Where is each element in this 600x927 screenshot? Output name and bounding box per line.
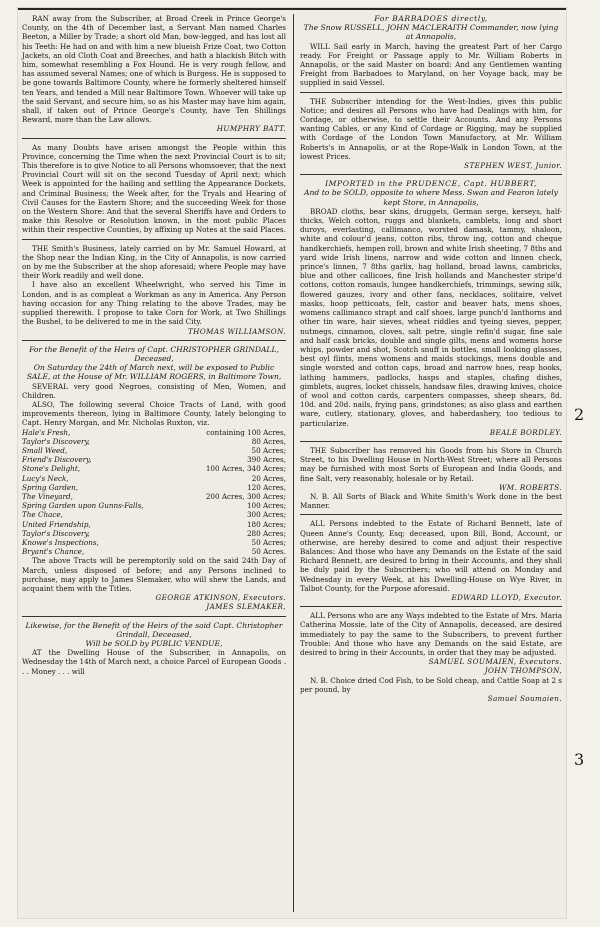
land-tract-row xyxy=(22,501,286,510)
smith-business-ad xyxy=(22,244,286,336)
ad-text: THE Subscriber intending for the West-Indies, gives this public Notice; and desires all Persons who have had Dealings with him, for Cordage, or otherwise, to settle their Accounts. And any Persons wanting Cables, or any Kind of Cordage or Rigging, may be supplied with Cordage of the London Town Manufactory, at Mr. William Roberts's in Annapolis, or at the Rope-Walk in London Town, at the lowest Prices. xyxy=(300,96,562,161)
land-tract-row xyxy=(22,437,286,446)
ad-text: ALSO, The following several Choice Tracts of Land, with good improvements thereon, lying in Baltimore County, lately belonging to Capt. Henry Morgan, and Mr. Nicholas Ruxton, viz. xyxy=(22,399,286,428)
tract-acres: 50 Acres; xyxy=(251,537,286,547)
tract-name: Stone's Delight, xyxy=(22,464,80,474)
bennett-estate-notice xyxy=(300,519,562,602)
tract-name: Taylor's Discovery, xyxy=(22,528,90,538)
public-vendue-ad xyxy=(22,621,286,676)
tract-name: Taylor's Discovery, xyxy=(22,436,90,446)
tract-name: Bryant's Chance, xyxy=(22,547,85,557)
tract-name: Small Weed, xyxy=(22,445,68,455)
divider xyxy=(22,239,286,240)
grindall-heirs-sale-ad xyxy=(22,345,286,612)
ad-text: WILL Sail early in March, having the greatest Part of her Cargo ready. For Freight or Passage apply to Mr. William Roberts in Annapolis, or the said Master on board: And any Gentlemen wanting Freight from Barbadoes to Maryland, on her Voyage back, may be supplied in said Vessel. xyxy=(300,41,562,88)
ad-text: ALL Persons who are any Ways indebted to the Estate of Mrs. Maria Catherina Mossie, late of the City of Annapolis, deceased, are desired immediately to pay the same to the Subscribers, to prevent further Trouble: And those who have any Demands on the said Estate, are desired to bring in their Accounts, in order that they may be adjusted. xyxy=(300,611,562,657)
ad-heading: The Snow RUSSELL, JOHN MACLERAITH Commander, now lying at Annapolis, xyxy=(303,23,559,42)
tract-acres: 180 Acres; xyxy=(246,519,286,529)
divider xyxy=(300,606,562,607)
tract-name: United Friendship, xyxy=(22,519,91,529)
ad-text: The above Tracts will be peremptorily sold on the said 24th Day of March, unless disposed of before; and any Persons inclined to purchase, may apply to James Slemaker, who will shew the Lands, and acquaint them with the Titles. xyxy=(22,556,286,593)
land-tract-row xyxy=(22,510,286,519)
tract-name: Spring Garden, xyxy=(22,482,79,492)
divider xyxy=(300,174,562,175)
tract-name: The Vineyard, xyxy=(22,491,73,501)
imported-goods-ad xyxy=(300,179,562,437)
ad-signature: Samuel Soumaien. xyxy=(487,694,562,704)
ad-note: N. B. All Sorts of Black and White Smith's Work done in the best Manner. xyxy=(300,491,562,511)
land-tract-row xyxy=(22,492,286,501)
ad-heading: For BARBADOES directly, xyxy=(374,14,488,23)
tract-acres: containing 100 Acres, xyxy=(206,427,286,437)
land-tract-list xyxy=(22,428,286,557)
ad-signature: STEPHEN WEST, Junior. xyxy=(464,161,562,171)
ad-text: I have also an excellent Wheelwright, who served his Time in London, and is as compleat a Workman as any in America. Any Person having occasion for any Thing relating to the above Trades, may be supplied therewith. I propose to take Corn for Work, at Two Shillings the Bushel, to be delivered to me in the said City. xyxy=(22,280,286,327)
tract-acres: 120 Acres, xyxy=(247,482,286,492)
ad-signature: SAMUEL SOUMAIEN, Executors. xyxy=(428,657,562,667)
tract-acres: 100 Acres; xyxy=(246,501,286,511)
ad-heading: And to be SOLD, opposite to where Mess. Swan and Fearon lately kept Store, in Annapolis, xyxy=(304,188,558,207)
tract-name: Spring Garden upon Gunns-Falls, xyxy=(22,501,144,511)
tract-acres: 300 Acres; xyxy=(246,510,286,520)
land-tract-row xyxy=(22,547,286,556)
cordage-notice-ad xyxy=(300,97,562,171)
ad-signature: HUMPHRY BATT. xyxy=(216,124,286,134)
tract-acres: 20 Acres, xyxy=(251,473,286,483)
ad-text: THE Smith's Business, lately carried on by Mr. Samuel Howard, at the Shop near the Indian King, in the City of Annapolis, is now carried on by me the Subscriber at the shop aforesaid; where People may have their Work readily and well done. xyxy=(22,243,286,281)
left-column xyxy=(22,14,286,680)
ad-signature: GEORGE ATKINSON, Executors. xyxy=(155,593,286,603)
divider xyxy=(300,514,562,515)
land-tract-row xyxy=(22,538,286,547)
ad-text: RAN away from the Subscriber, at Broad Creek in Prince George's County, on the 4th of December last, a Servant Man named Charles Beeton, a Miller by Trade; a short old Man, bow-legged, and has lost all his Teeth: He had on and with him a new blueish Frize Coat, two Cotton Jackets, an old Cloth Coat and Breeches, and hath a blackish Bitch with him, somewhat resembling a Fox Hound. He is very rough fellow, and has assumed several Names; one of which is Burgess. He is supposed to be gone towards Baltimore County, where he formerly sheltered himself ten Years, and tended a Mill near Baltimore Town. Whoever will take up the said Servant, and secure him, so as his Master may have him again, shall, if taken out of Prince George's County, have Ten Shillings Reward, more than the Law allows. xyxy=(22,14,286,125)
tract-acres: 100 Acres, 340 Acres; xyxy=(205,464,286,474)
top-rule xyxy=(18,8,566,10)
divider xyxy=(22,616,286,617)
ad-text: As many Doubts have arisen amongst the People within this Province, concerning the Time when the next Provincial Court is to sit; This therefore is to give Notice to all Persons whomsoever, that the next Provincial Court will sit on the second Tuesday of April next; which Week is appointed for the hailing and settling the Appearance Dockets, and Criminal Business; the Week after, for the Tryals and Hearing of Civil Causes for the Eastern Shore; and the succeeding Week for those on the Western Shore: And that the several Sheriffs have and Orders to make this Resolve or Resolution known, in the most public Places within their respective Counties, by affixing up Notes at the said Places. xyxy=(22,142,286,235)
land-tract-row xyxy=(22,446,286,455)
divider xyxy=(300,92,562,93)
land-tract-row xyxy=(22,455,286,464)
tract-acres: 280 Acres; xyxy=(246,528,286,538)
tract-name: Knowe's Inspections, xyxy=(22,537,99,547)
margin-number: 2 xyxy=(574,405,585,424)
land-tract-row xyxy=(22,474,286,483)
ad-signature: JAMES SLEMAKER, xyxy=(206,602,286,612)
provincial-court-notice xyxy=(22,143,286,235)
ad-heading: For the Benefit of the Heirs of Capt. CHRISTOPHER GRINDALL, Deceased, xyxy=(29,344,279,363)
tract-acres: 390 Acres, xyxy=(247,455,286,465)
divider xyxy=(22,340,286,341)
tract-name: Hale's Fresh, xyxy=(22,427,71,437)
divider xyxy=(22,138,286,139)
right-column xyxy=(300,14,562,707)
land-tract-row xyxy=(22,483,286,492)
ad-heading: Likewise, for the Benefit of the Heirs of the said Capt. Christopher Grindall, Deceased, xyxy=(25,620,283,639)
tract-acres: 80 Acres, xyxy=(251,436,286,446)
ad-heading: On Saturday the 24th of March next, will be exposed to Public SALE, at the House of Mr. WILLIAM ROGERS, in Baltimore Town, xyxy=(26,363,282,382)
land-tract-row xyxy=(22,464,286,473)
ad-heading: Will be SOLD by PUBLIC VENDUE, xyxy=(85,639,223,648)
land-tract-row xyxy=(22,520,286,529)
land-tract-row xyxy=(22,529,286,538)
ad-text: BROAD cloths, bear skins, druggets, German serge, kerseys, half-thicks, Welch cotton, ruggs and blankets, camblets, long and short duroys, everlasting, callimanco, worsted damask, tammy, shaloon, white and colour'd jeans, cotton ribs, throw ing, cotton and cheque handkerchiefs, hempen roll, brown and white Irish sheeting, 7 8ths and yard wide Irish linens, narrow and wide cotton and linnen check, prince's linnen, 7 8ths garlix, hag holland, broad lawns, cambricks, blue and other callicoes, fine Irish hollands and Manchester stripe'd cottons, cotton romauls, lungee handkerchiefs, trimmings, sewing silk, flowered gauzes, ivory and other fans, necklaces, solitaire, velvet masks, hoop petticoats, felt, castor and beaver hats, mens shoes, womens callimanco strapt and calf shoes, large punch'd lanthorns and other tin ware, hair sieves, wheat riddles and tyeing sieves, pepper, nutmegs, cinnamon, cloves, salt petre, single refin'd sugar, fine sale and half cask bricks, double and single gilts, mens and womens horse whips, powder and shot, Scotch snuff in bottles, small looking glasses, best oyl flints, mens womens and maids stockings, mens double and single worsted and cotton caps, broad and narrow hoes, reap hooks, lathing hammers, padlocks, hasps and staples, chafing dishes, gimblets, augres, locket chissels, handsaw files, drawing knives, choice of wool and cotton cards, carpenters compasses, sheep shears, 8d. 10d. and 20d. nails, frying pans, grindstones; as also glass and earthen ware, cutlery, stationary, gloves, and haberdashery, too tedious to particularize. xyxy=(300,206,562,428)
column-divider xyxy=(293,14,294,912)
land-tract-row xyxy=(22,428,286,437)
store-removal-ad xyxy=(300,446,562,510)
ad-note: N. B. Choice dried Cod Fish, to be Sold cheap, and Cattle Soap at 2 s per pound, by xyxy=(300,675,562,694)
ad-signature: JOHN THOMPSON, xyxy=(484,666,562,676)
runaway-servant-ad xyxy=(22,14,286,134)
margin-number: 3 xyxy=(574,750,585,769)
ad-text: THE Subscriber has removed his Goods from his Store in Church Street, to his Dwelling House in North-West Street; where all Persons may be furnished with most Sorts of European and India Goods, and fine Salt, very reasonably, holesale or by Retail. xyxy=(300,445,562,483)
ad-signature: WM. ROBERTS. xyxy=(499,482,562,492)
ad-signature: EDWARD LLOYD, Executor. xyxy=(451,592,562,602)
ad-text: AT the Dwelling House of the Subscriber, in Annapolis, on Wednesday the 14th of March next, a choice Parcel of European Goods . . . Money . . . will xyxy=(22,648,286,676)
divider xyxy=(300,441,562,442)
tract-name: Friend's Discovery, xyxy=(22,455,92,465)
ad-text: ALL Persons indebted to the Estate of Richard Bennett, late of Queen Anne's County, Esq; deceased, upon Bill, Bond, Account, or otherwise, are hereby desired to come and adjust their respective Balances: And those who have any Demands on the Estate of the said Richard Bennett, are desired to bring in their Accounts, and they shall be duly paid by the Subscribers; who will attend on Monday and Wednesday in every Week, at his Dwelling-House on Wye River, in Talbot County, for the Purpose aforesaid. xyxy=(300,519,562,593)
tract-name: Lucy's Neck, xyxy=(22,473,69,483)
tract-acres: 50 Acres. xyxy=(251,547,286,557)
barbadoes-voyage-ad xyxy=(300,14,562,88)
tract-acres: 200 Acres, 300 Acres; xyxy=(205,491,286,501)
ad-text: SEVERAL very good Negroes, consisting of Men, Women, and Children. xyxy=(22,381,286,400)
ad-heading: IMPORTED in the PRUDENCE, Capt. HUBBERT, xyxy=(325,179,537,189)
ad-signature: BEALE BORDLEY. xyxy=(489,427,562,437)
tract-name: The Chace, xyxy=(22,510,63,520)
newspaper-page xyxy=(18,8,566,918)
tract-acres: 50 Acres; xyxy=(251,445,286,455)
ad-signature: THOMAS WILLIAMSON. xyxy=(187,326,286,336)
mossie-estate-notice xyxy=(300,611,562,703)
